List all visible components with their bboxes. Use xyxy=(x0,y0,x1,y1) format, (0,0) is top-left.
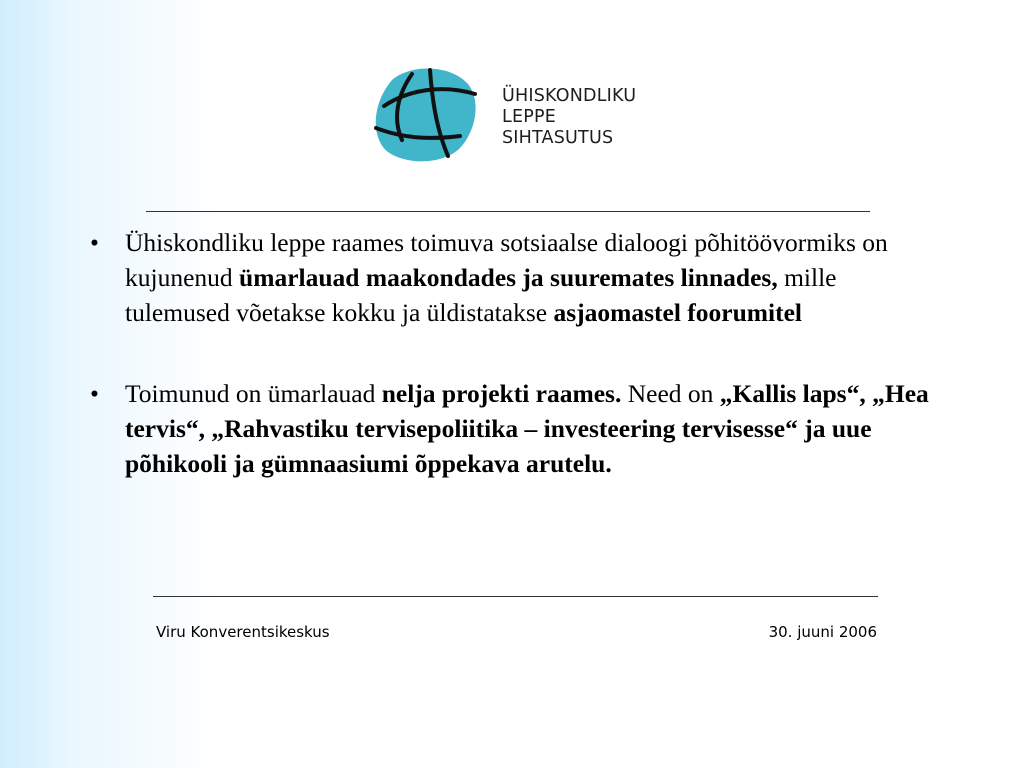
bullet-list xyxy=(90,225,940,481)
bullet-text xyxy=(125,228,888,327)
logo-line-2: LEPPE xyxy=(502,107,556,127)
logo-wordmark xyxy=(502,86,636,149)
bold-segment: „Kallis laps“, „Hea tervis“, „Rahvastiku tervisepoliitika – investeering tervisesse“ ja uue põhikooli ja gümnaasiumi õppekava arutelu. xyxy=(125,379,929,478)
globe-grid-icon xyxy=(372,66,482,166)
footer-date: 30. juuni 2006 xyxy=(768,623,877,641)
text-segment: mille tulemused võetakse kokku ja üldistatakse xyxy=(125,263,837,327)
bold-segment: asjaomastel foorumitel xyxy=(553,298,803,327)
logo-line-3: SIHTASUTUS xyxy=(502,128,614,148)
bottom-divider xyxy=(153,596,878,597)
foundation-logo xyxy=(372,66,672,166)
bullet-item-projects xyxy=(90,376,940,481)
bullet-text xyxy=(125,379,929,478)
footer-venue: Viru Konverentsikeskus xyxy=(156,623,330,641)
bullet-item-roundtables xyxy=(90,225,940,330)
bullet-marker: • xyxy=(90,379,99,408)
text-segment: Ühiskondliku leppe raames toimuva sotsiaalse dialoogi põhitöövormiks on kujunenud xyxy=(125,228,888,292)
text-segment: Need on xyxy=(621,379,720,408)
bold-segment: ümarlauad maakondades ja suuremates linnades, xyxy=(239,263,778,292)
bullet-marker: • xyxy=(90,228,99,257)
bold-segment: nelja projekti raames. xyxy=(381,379,622,408)
top-divider xyxy=(146,211,870,212)
text-segment: Toimunud on ümarlauad xyxy=(125,379,382,408)
logo-line-1: ÜHISKONDLIKU xyxy=(502,86,637,106)
